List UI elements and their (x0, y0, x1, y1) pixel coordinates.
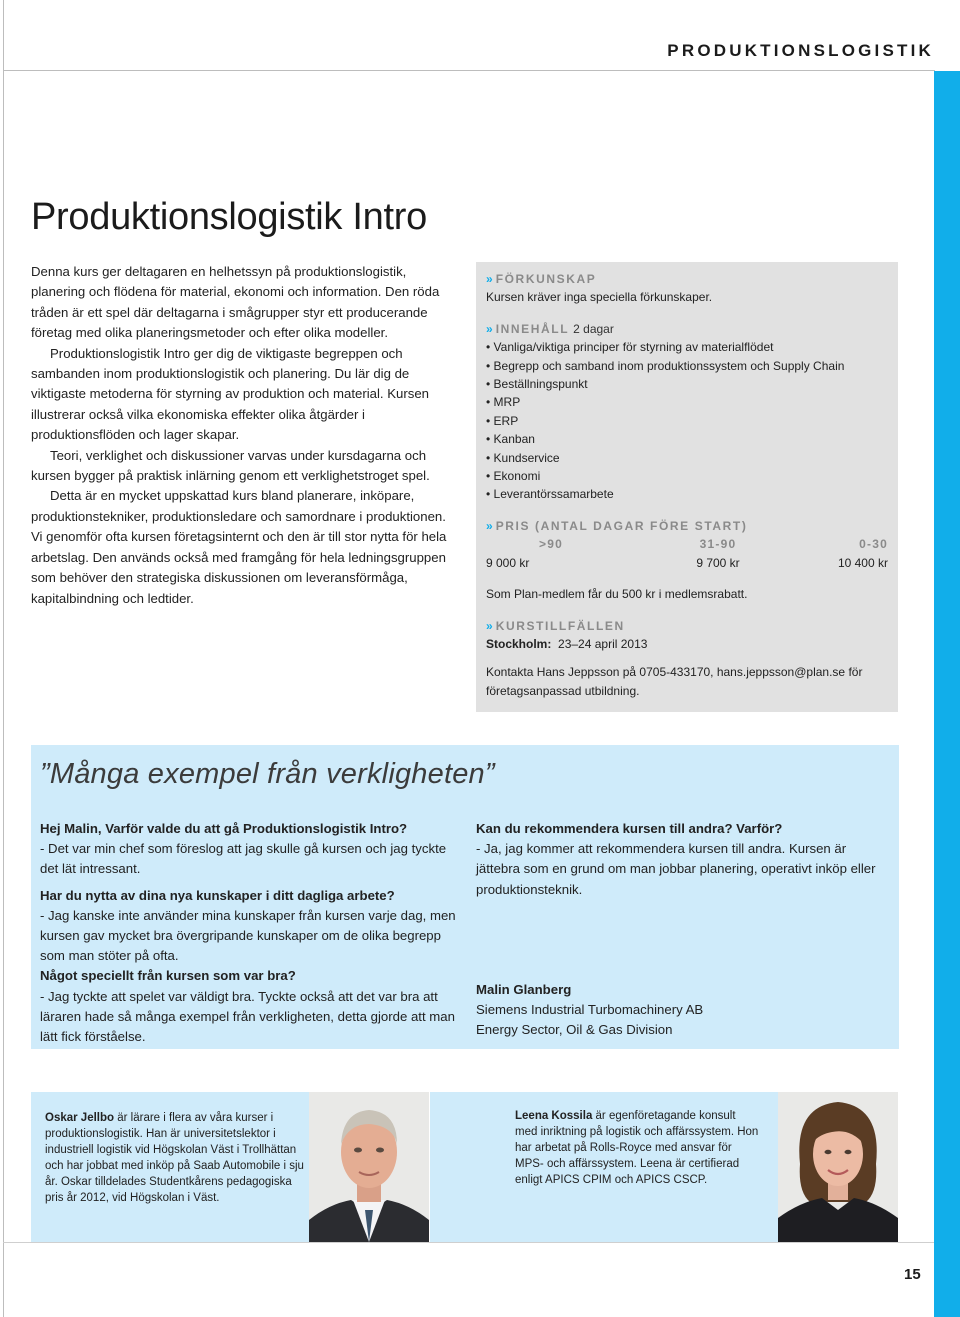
content-heading: » INNEHÅLL 2 dagar (486, 321, 614, 336)
intro-text (31, 262, 453, 609)
bio-oskar (31, 1092, 309, 1242)
portrait-leena-image (778, 1092, 898, 1242)
course-info-box (476, 262, 898, 712)
left-border-rule (3, 0, 4, 1317)
bio-name: Leena Kossila (515, 1110, 593, 1122)
footer-rule (3, 1242, 934, 1243)
interview-question: Något speciellt från kursen som var bra? (40, 968, 296, 984)
section-header: PRODUKTIONSLOGISTIK (667, 41, 934, 60)
arrow-icon: » (486, 321, 493, 336)
list-item: • MRP (486, 393, 888, 411)
bio-leena (430, 1092, 778, 1242)
price-value-row (486, 554, 888, 572)
interview-answer: - Ja, jag kommer att rekommendera kursen till andra. Kursen är jättebra som en grund om man jobbar planering, operativt inköp eller produktionsteknik. (476, 841, 876, 897)
prereq-text: Kursen kräver inga speciella förkunskaper. (486, 290, 713, 305)
price-header-row (486, 535, 888, 553)
bio-text: Leena Kossila är egenföretagande konsult med inriktning på logistik och affärssystem. Hon har arbetat på Rolls-Royce med ansvar för MPS- och affärssystem. Leena är certifierad enligt APICS CPIM och APICS CSCP. (515, 1110, 759, 1186)
list-item: • Begrepp och samband inom produktionssystem och Supply Chain (486, 357, 888, 375)
price-value: 9 700 kr (696, 555, 740, 570)
intro-paragraph: Produktionslogistik Intro ger dig de viktigaste begreppen och sambanden inom produktionslogistik och planering. Du lär dig de viktigaste metoderna för styrning av produktion och material. Kursen illustrerar också vilka ekonomiska effekter olika åtgärder i produktionsflöden och lager skapar. (31, 345, 430, 443)
interview-question: Kan du rekommendera kursen till andra? Varför? (476, 821, 783, 836)
list-item: • Kundservice (486, 449, 888, 467)
occasion-row (486, 635, 888, 653)
person-company: Siemens Industrial Turbomachinery AB (476, 1002, 704, 1018)
interview-answer: - Jag kanske inte använder mina kunskaper från kursen varje dag, men kursen gav mycket bra övergripande kunskaper om de olika begrepp som man stöter på ofta. (40, 907, 456, 964)
interview-answer: - Jag tyckte att spelet var väldigt bra. Tyckte också att det var bra att läraren hade så många exempel från verkligheten, detta gjorde att man lätt fick förståelse. (40, 988, 455, 1045)
testimonial-right-column (476, 819, 876, 1040)
list-item: • Kanban (486, 430, 888, 448)
page-number: 15 (904, 1266, 921, 1283)
content-list (486, 338, 888, 504)
price-col-label: 0-30 (859, 537, 888, 552)
photo-leena (778, 1092, 898, 1242)
intro-paragraph: Teori, verklighet och diskussioner varvas under kursdagarna och kursen bygger på praktisk inlärning genom ett verklighetstroget spel. (31, 447, 430, 484)
contact-text: Kontakta Hans Jeppsson på 0705-433170, hans.jeppsson@plan.se för företagsanpassad utbildning. (486, 665, 863, 698)
list-item: • ERP (486, 412, 888, 430)
photo-oskar (309, 1092, 429, 1242)
arrow-icon: » (486, 618, 493, 633)
price-value: 9 000 kr (486, 555, 530, 570)
arrow-icon: » (486, 272, 493, 286)
price-col-label: >90 (539, 537, 563, 552)
interview-answer: - Det var min chef som föreslog att jag skulle gå kursen och jag tyckte det lät intressant. (40, 841, 447, 877)
member-discount-note: Som Plan-medlem får du 500 kr i medlemsrabatt. (486, 587, 748, 602)
price-heading: » PRIS (ANTAL DAGAR FÖRE START) (486, 518, 748, 533)
list-item: • Leverantörssamarbete (486, 485, 888, 503)
list-item: • Beställningspunkt (486, 375, 888, 393)
intro-paragraph: Detta är en mycket uppskattad kurs bland planerare, inköpare, produktionstekniker, produktionsledare och samordnare i produktionen. Vi genomför ofta kursen företagsinternt och den är till stor nytta för hela arbetslag. Den används också med framgång för hela ledningsgruppen som behöver den strategiska diskussionen om leveransförmåga, kapitalbindning och ledtider. (31, 488, 447, 606)
person-name: Malin Glanberg (476, 981, 572, 997)
interview-question: Hej Malin, Varför valde du att gå Produktionslogistik Intro? (40, 821, 408, 836)
intro-paragraph: Denna kurs ger deltagaren en helhetssyn på produktionslogistik, planering och flödena för material, ekonomi och information. Den röda tråden är ett spel där deltagarna i smågrupper styr ett producerande företag med olika planeringsmetoder och efter olika modeller. (31, 264, 440, 341)
price-value: 10 400 kr (837, 555, 888, 570)
price-col-label: 31-90 (699, 537, 737, 552)
testimonial-title: ”Många exempel från verkligheten” (40, 758, 495, 790)
bio-text: Oskar Jellbo är lärare i flera av våra kurser i produktionslogistik. Han är universitetslektor i industriell logistik vid Högskolan Väst i Trollhättan och har jobbat med inköp på Saab Automobile i sju år. Oskar tilldelades Studentkårens pedagogiska pris år 2012, vid Högskolan i Väst. (45, 1112, 304, 1204)
header-rule (3, 70, 935, 71)
occasions-heading: » KURSTILLFÄLLEN (486, 618, 625, 633)
portrait-oskar-image (309, 1092, 429, 1242)
page-title: Produktionslogistik Intro (31, 196, 427, 238)
occasion-city: Stockholm: (486, 636, 552, 651)
side-color-strip (934, 71, 960, 1317)
course-duration: 2 dagar (573, 321, 614, 336)
testimonial-left-column (40, 819, 460, 1047)
occasion-date: 23–24 april 2013 (558, 636, 648, 651)
bio-name: Oskar Jellbo (45, 1112, 115, 1124)
list-item: • Ekonomi (486, 467, 888, 485)
prereq-heading: » FÖRKUNSKAP (486, 272, 597, 286)
person-division: Energy Sector, Oil & Gas Division (476, 1022, 673, 1038)
arrow-icon: » (486, 518, 493, 533)
interview-question: Har du nytta av dina nya kunskaper i ditt dagliga arbete? (40, 887, 395, 903)
list-item: • Vanliga/viktiga principer för styrning av materialflödet (486, 338, 888, 356)
